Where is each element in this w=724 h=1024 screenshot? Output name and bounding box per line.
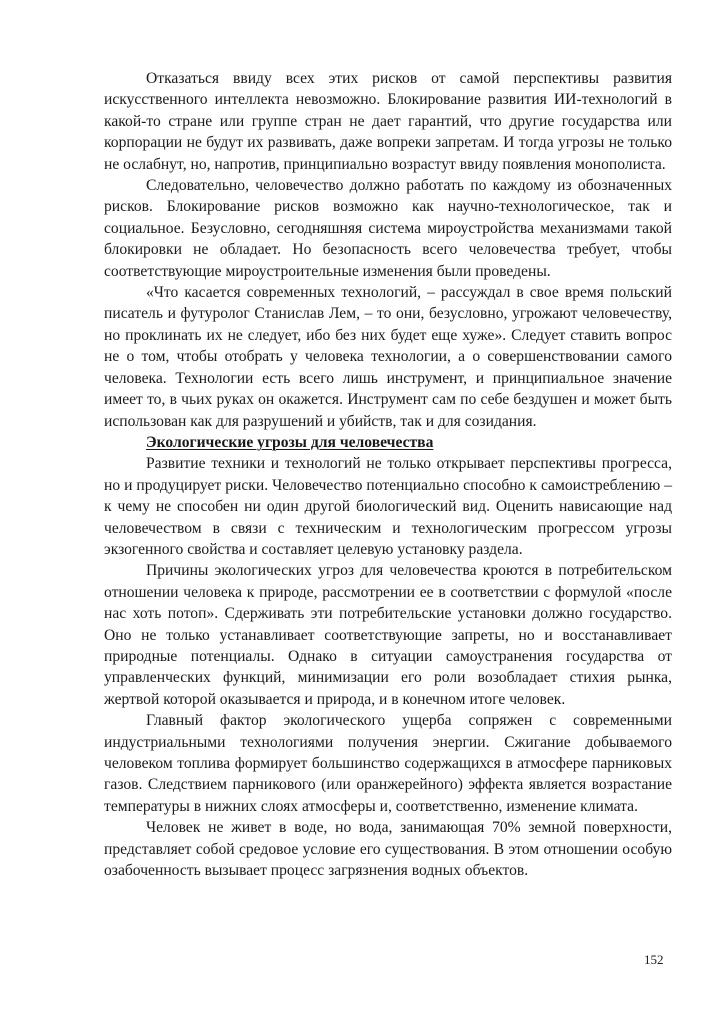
paragraph-ai-risks: Отказаться ввиду всех этих рисков от самой перспективы развития искусственного интеллекта невозможно. Блокирование развития ИИ-технологий в какой-то стране или группе стран не дает гарантий, что другие государства или корпорации не будут их развивать, даже вопреки запретам. И тогда угрозы не только не ослабнут, но, напротив, принципиально возрастут ввиду появления монополиста. — [104, 70, 672, 173]
paragraph-energy-damage: Главный фактор экологического ущерба сопряжен с современными индустриальными технологиями получения энергии. Сжигание добываемого человеком топлива формирует большинство содержащихся в атмосфере парниковых газов. Следствием парникового (или оранжерейного) эффекта является возрастание температуры в нижних слоях атмосферы и, соответственно, изменение климата. — [104, 712, 672, 815]
paragraph-technology-risks: Развитие техники и технологий не только открывает перспективы прогресса, но и продуцирует риски. Человечество потенциально способно к самоистреблению – к чему не способен ни один другой биологический вид. Оценить нависающие над человечеством в связи с техническим и технологическим прогрессом угрозы экзогенного свойства и составляет целевую установку раздела. — [104, 455, 672, 558]
section-heading: Экологические угрозы для человечества — [146, 433, 434, 451]
paragraph-lem-quote: «Что касается современных технологий, – рассуждал в свое время польский писатель и футуролог Станислав Лем, – то они, безусловно, угрожают человечеству, но проклинать их не следует, ибо без них будет еще хуже». Следует ставить вопрос не о том, чтобы отобрать у человека технологии, а о совершенствовании самого человека. Технологии есть всего лишь инструмент, и принципиальное значение имеет то, в чьих руках он окажется. Инструмент сам по себе бездушен и может быть использован как для разрушений и убийств, так и для созидания. — [104, 284, 672, 430]
paragraph-risk-blocking: Следовательно, человечество должно работать по каждому из обозначенных рисков. Блокирование рисков возможно как научно-технологическое, так и социальное. Безусловно, сегодняшняя система мироустройства механизмами такой блокировки не обладает. Но безопасность всего человечества требует, чтобы соответствующие мироустроительные изменения были проведены. — [104, 177, 672, 280]
paragraph-ecological-causes: Причины экологических угроз для человечества кроются в потребительском отношении человека к природе, рассмотрении ее в соответствии с формулой «после нас хоть потоп». Сдерживать эти потребительские установки должно государство. Оно не только устанавливает соответствующие запреты, но и восстанавливает природные потенциалы. Однако в ситуации самоустранения государства от управленческих функций, минимизации его роли возобладает стихия рынка, жертвой которой оказывается и природа, и в конечном итоге человек. — [104, 562, 672, 708]
document-page — [104, 68, 672, 881]
page-number: 152 — [644, 952, 664, 967]
paragraph-water-pollution: Человек не живет в воде, но вода, занимающая 70% земной поверхности, представляет собой средовое условие его существования. В этом отношении особую озабоченность вызывает процесс загрязнения водных объектов. — [104, 819, 672, 880]
